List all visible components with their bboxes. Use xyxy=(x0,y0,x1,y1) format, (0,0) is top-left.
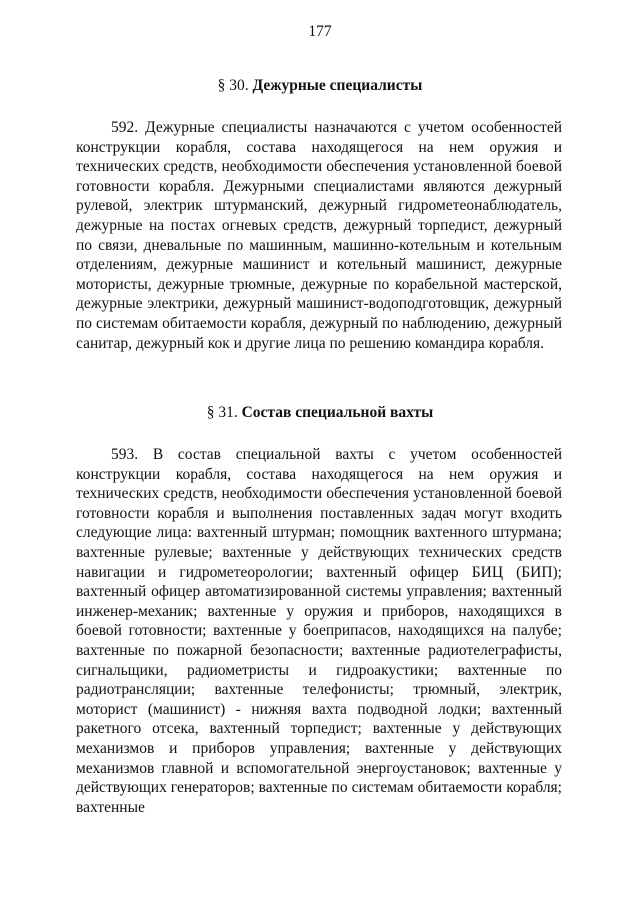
paragraph-592 xyxy=(76,118,562,353)
paragraph-number: 592. xyxy=(111,119,139,136)
section-title: Состав специальной вахты xyxy=(241,404,434,421)
section-heading-30 xyxy=(0,76,640,96)
section-symbol: § 30. xyxy=(217,77,249,94)
page-number: 177 xyxy=(308,23,332,40)
section-heading-31 xyxy=(0,403,640,423)
section-title: Дежурные специалисты xyxy=(252,77,423,94)
paragraph-number: 593. xyxy=(111,446,139,463)
paragraph-593 xyxy=(76,445,562,817)
paragraph-text: В состав специальной вахты с учетом особенностей конструкции корабля, состава находящегося на нем оружия и технических средств, необходимости обеспечения установленной боевой готовности корабля и выполнения поставленных задач могут входить следующие лица: вахтенный штурман; помощник вахтенного штурмана; вахтенные рулевые; вахтенные у действующих технических средств навигации и гидрометеорологии; вахтенный офицер БИЦ (БИП); вахтенный офицер автоматизированной системы управления; вахтенный инженер-механик; вахтенные у оружия и приборов, находящихся в боевой готовности; вахтенные у боеприпасов, находящихся на палубе; вахтенные по пожарной безопасности; вахтенные радиотелеграфисты, сигнальщики, радиометристы и гидроакустики; вахтенные по радиотрансляции; вахтенные телефонисты; трюмный, электрик, моторист (машинист) - нижняя вахта подводной лодки; вахтенный ракетного отсека, вахтенный торпедист; вахтенные у действующих механизмов и приборов управления; вахтенные у действующих механизмов главной и вспомогательной энергоустановок; вахтенные у действующих генераторов; вахтенные по системам обитаемости корабля; вахтенные xyxy=(76,446,562,816)
paragraph-text: Дежурные специалисты назначаются с учетом особенностей конструкции корабля, состава находящегося на нем оружия и технических средств, необходимости обеспечения установленной боевой готовности корабля. Дежурными специалистами являются дежурный рулевой, электрик штурманский, дежурный гидрометеонаблюдатель, дежурные на постах огневых средств, дежурный торпедист, дежурный по связи, дневальные по машинным, машинно-котельным и котельным отделениям, дежурные машинист и котельный машинист, дежурные мотористы, дежурные трюмные, дежурные по корабельной мастерской, дежурные электрики, дежурный машинист-водоподготовщик, дежурный по системам обитаемости корабля, дежурный по наблюдению, дежурный санитар, дежурный кок и другие лица по решению командира корабля. xyxy=(76,119,562,352)
section-symbol: § 31. xyxy=(206,404,238,421)
